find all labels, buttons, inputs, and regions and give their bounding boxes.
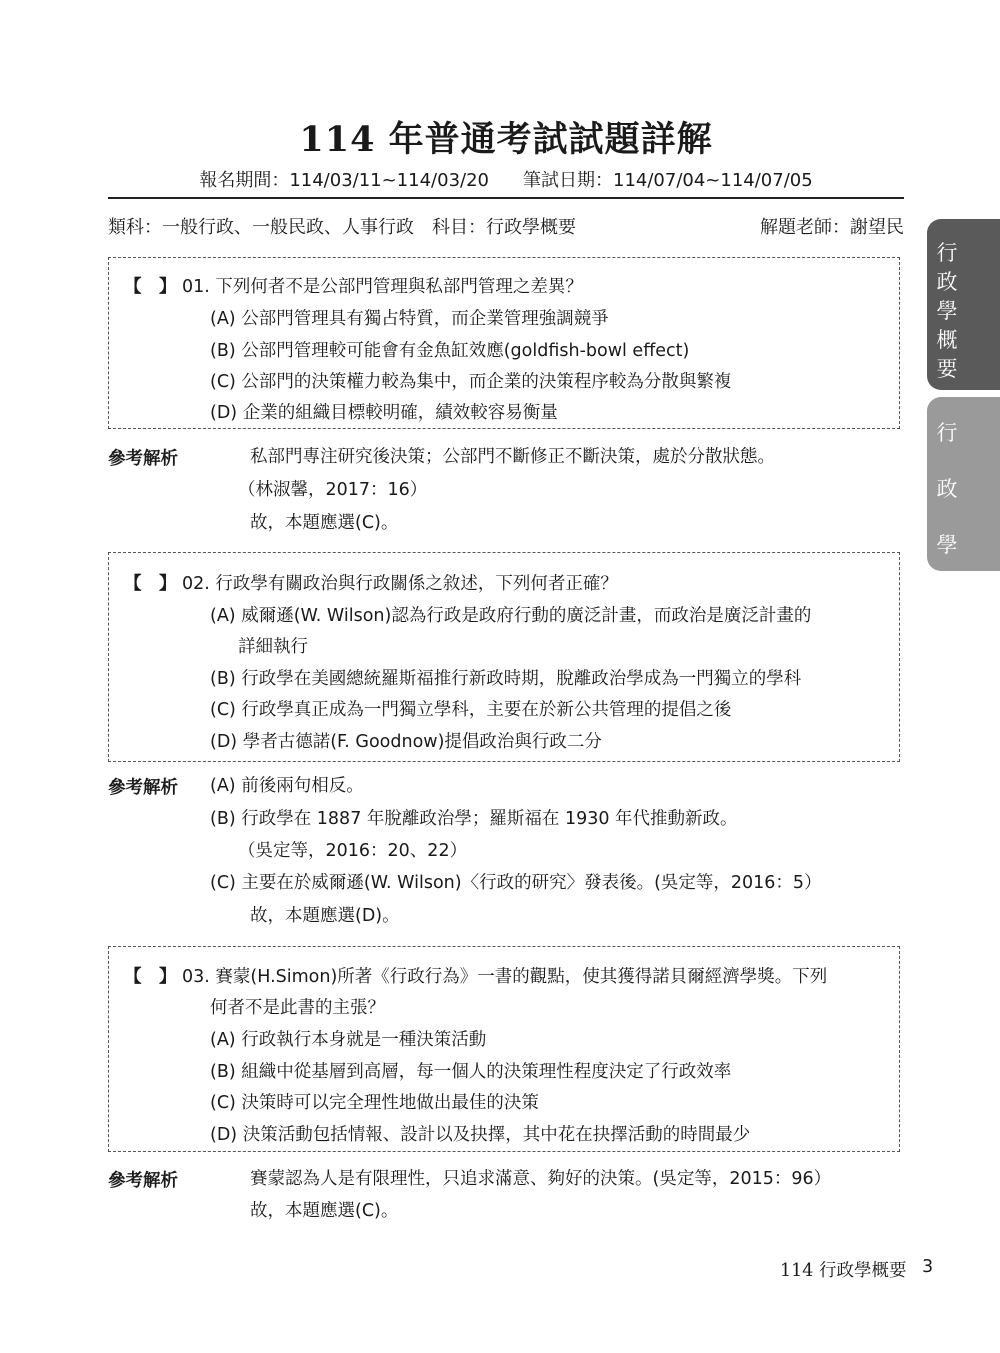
analysis-line: 故，本題應選(D)。 <box>250 906 400 926</box>
option-c: (C) 決策時可以完全理性地做出最佳的決策 <box>210 1093 539 1113</box>
registration-period: 報名期間：114/03/11~114/03/20 <box>199 170 489 191</box>
analysis-line: 賽蒙認為人是有限理性，只追求滿意、夠好的決策。(吳定等，2015：96） <box>250 1169 832 1189</box>
option-a: (A) 公部門管理具有獨占特質，而企業管理強調競爭 <box>210 309 609 329</box>
option-b: (B) 公部門管理較可能會有金魚缸效應(goldfish-bowl effect) <box>210 341 690 361</box>
side-tab-char: 政 <box>936 270 958 294</box>
option-c: (C) 公部門的決策權力較為集中，而企業的決策程序較為分散與繁複 <box>210 372 732 392</box>
option-a: (A) 威爾遜(W. Wilson)認為行政是政府行動的廣泛計畫，而政治是廣泛計畫的 <box>210 606 812 626</box>
side-tab-char: 行 <box>936 241 958 265</box>
option-a-continued: 詳細執行 <box>238 637 308 657</box>
option-b: (B) 行政學在美國總統羅斯福推行新政時期，脫離政治學成為一門獨立的學科 <box>210 669 802 689</box>
analysis-label: 參考解析 <box>108 449 178 469</box>
side-tab-admin-outline[interactable] <box>927 219 1000 390</box>
option-d: (D) 學者古德諾(F. Goodnow)提倡政治與行政二分 <box>210 732 602 752</box>
analysis-line: （吳定等，2016：20、22） <box>238 841 468 861</box>
side-tab-char: 行 <box>936 421 958 445</box>
analysis-line: 故，本題應選(C)。 <box>250 1201 399 1221</box>
question-stem: 01. 下列何者不是公部門管理與私部門管理之差異？ <box>182 277 583 297</box>
analysis-line: (C) 主要在於威爾遜(W. Wilson)〈行政的研究〉發表後。(吳定等，2016：5） <box>210 873 822 893</box>
option-a: (A) 行政執行本身就是一種決策活動 <box>210 1030 487 1050</box>
analysis-line: (A) 前後兩句相反。 <box>210 776 364 796</box>
option-d: (D) 決策活動包括情報、設計以及抉擇，其中花在抉擇活動的時間最少 <box>210 1125 751 1145</box>
analysis-line: （林淑馨，2017：16） <box>238 480 428 500</box>
subject-text: 科目：行政學概要 <box>432 217 576 238</box>
analysis-label: 參考解析 <box>108 1171 178 1191</box>
category-text: 類科：一般行政、一般民政、人事行政 <box>108 217 414 238</box>
option-d: (D) 企業的組織目標較明確，績效較容易衡量 <box>210 403 558 423</box>
footer-book-title: 114 行政學概要 <box>780 1261 907 1281</box>
option-c: (C) 行政學真正成為一門獨立學科，主要在於新公共管理的提倡之後 <box>210 700 732 720</box>
option-b: (B) 組織中從基層到高層，每一個人的決策理性程度決定了行政效率 <box>210 1062 732 1082</box>
question-stem: 02. 行政學有關政治與行政關係之敘述，下列何者正確？ <box>182 574 618 594</box>
answer-bracket: 【 】 <box>124 967 177 987</box>
analysis-label: 參考解析 <box>108 778 178 798</box>
side-tab-public-admin[interactable] <box>927 397 1000 571</box>
side-tab-char: 學 <box>936 533 958 557</box>
page-title: 114 年普通考試試題詳解 <box>299 119 713 160</box>
side-tab-char: 概 <box>936 328 958 352</box>
analysis-line: (B) 行政學在 1887 年脫離政治學；羅斯福在 1930 年代推動新政。 <box>210 809 738 829</box>
question-stem: 03. 賽蒙(H.Simon)所著《行政行為》一書的觀點，使其獲得諾貝爾經濟學獎。下列 <box>182 967 828 987</box>
analysis-line: 私部門專注研究後決策；公部門不斷修正不斷決策，處於分散狀態。 <box>250 447 775 467</box>
exam-schedule <box>0 166 1000 192</box>
header-divider <box>108 197 904 199</box>
answer-bracket: 【 】 <box>124 574 177 594</box>
answer-bracket: 【 】 <box>124 277 177 297</box>
analysis-line: 故，本題應選(C)。 <box>250 513 399 533</box>
exam-meta <box>108 213 904 239</box>
side-tab-char: 政 <box>936 477 958 501</box>
exam-date: 筆試日期：114/07/04~114/07/05 <box>523 170 813 191</box>
side-tab-char: 要 <box>936 357 958 381</box>
question-stem-continued: 何者不是此書的主張？ <box>210 998 385 1018</box>
page-number: 3 <box>922 1257 934 1277</box>
teacher-text: 解題老師：謝望民 <box>760 217 904 238</box>
side-tab-char: 學 <box>936 299 958 323</box>
